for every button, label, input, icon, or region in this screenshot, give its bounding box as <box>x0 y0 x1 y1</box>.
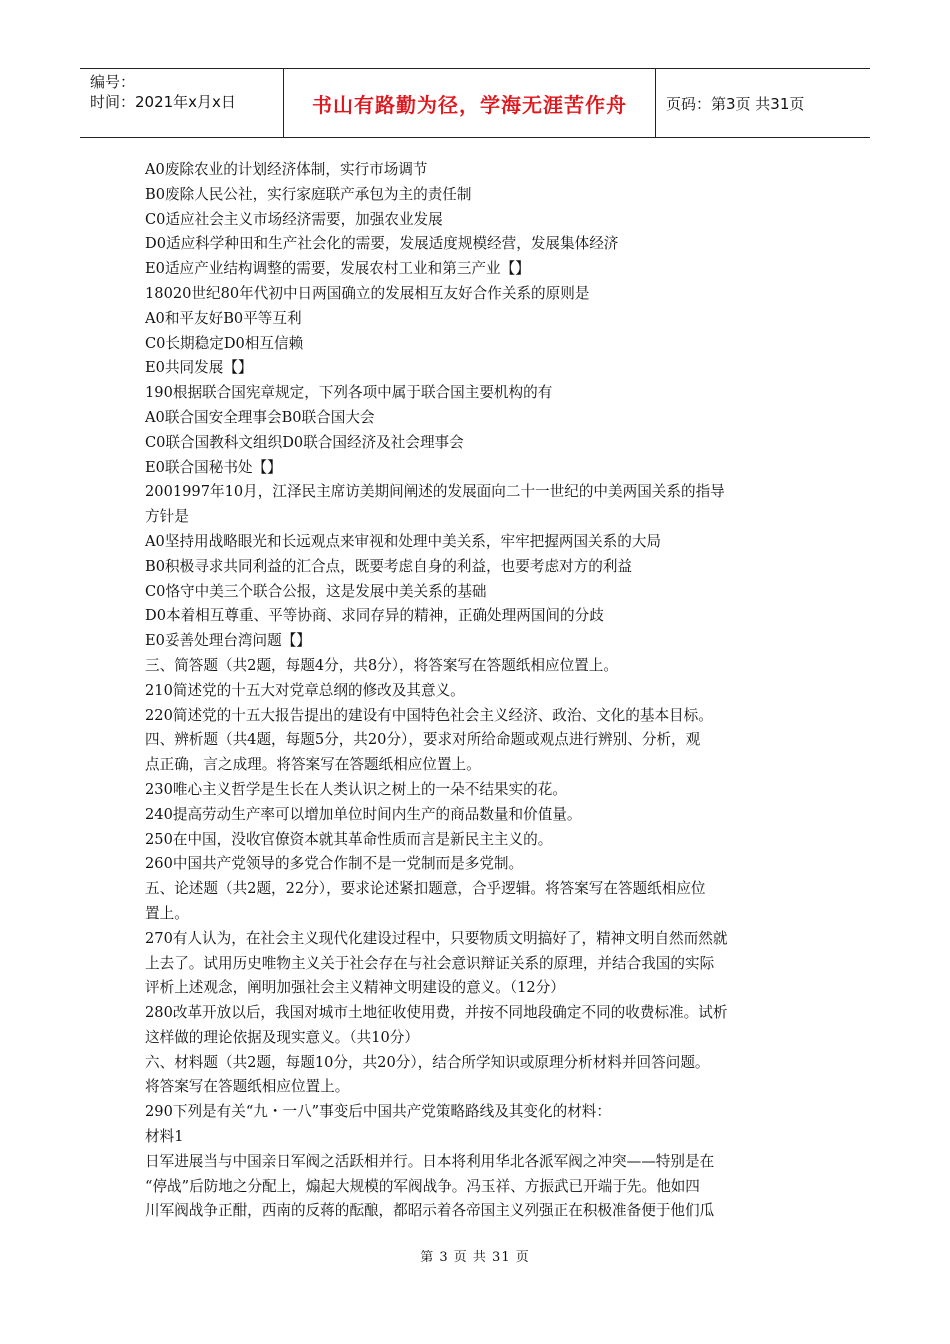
text-line: B0废除人民公社，实行家庭联产承包为主的责任制 <box>145 185 472 203</box>
text-line: 260中国共产党领导的多党合作制不是一党制而是多党制。 <box>145 855 524 873</box>
document-body <box>145 158 825 1224</box>
text-line: 点正确，言之成理。将答案写在答题纸相应位置上。 <box>145 756 481 774</box>
text-line: C0恪守中美三个联合公报，这是发展中美关系的基础 <box>145 582 487 600</box>
text-line: 2001997年10月，江泽民主席访美期间阐述的发展面向二十一世纪的中美两国关系的指导 <box>145 483 725 501</box>
text-line: 上去了。试用历史唯物主义关于社会存在与社会意识辩证关系的原理，并结合我国的实际 <box>145 954 715 972</box>
text-line: 230唯心主义哲学是生长在人类认识之树上的一朵不结果实的花。 <box>145 780 567 798</box>
text-line: 将答案写在答题纸相应位置上。 <box>145 1078 350 1096</box>
text-line: D0本着相互尊重、平等协商、求同存异的精神，正确处理两国间的分歧 <box>145 607 604 625</box>
text-line: 川军阀战争正酣，西南的反蒋的酝酿，都昭示着各帝国主义列强正在积极准备便于他们瓜 <box>145 1202 715 1220</box>
text-line: C0联合国教科文组织D0联合国经济及社会理事会 <box>145 433 464 451</box>
text-line: “停战”后防地之分配上，煽起大规模的军阀战争。冯玉祥、方振武已开端于先。他如四 <box>145 1177 700 1195</box>
text-line: E0妥善处理台湾问题【】 <box>145 632 311 650</box>
text-line: 280改革开放以后，我国对城市土地征收使用费，并按不同地段确定不同的收费标准。试析 <box>145 1004 728 1022</box>
text-line: 240提高劳动生产率可以增加单位时间内生产的商品数量和价值量。 <box>145 805 582 823</box>
text-line: 这样做的理论依据及现实意义。（共10分） <box>145 1028 419 1046</box>
page-footer: 第 3 页 共 31 页 <box>420 1250 530 1265</box>
text-line: 210简述党的十五大对党章总纲的修改及其意义。 <box>145 681 465 699</box>
header-page-info: 页码：第3页 共31页 <box>666 94 805 113</box>
text-line: A0坚持用战略眼光和长远观点来审视和处理中美关系，牢牢把握两国关系的大局 <box>145 532 662 550</box>
text-line: 四、辨析题（共4题，每题5分，共20分），要求对所给命题或观点进行辨别、分析，观 <box>145 731 701 749</box>
text-line: 250在中国，没收官僚资本就其革命性质而言是新民主主义的。 <box>145 830 553 848</box>
text-line: E0联合国秘书处【】 <box>145 458 282 476</box>
text-line: 日军进展当与中国亲日军阀之活跃相并行。日本将利用华北各派军阀之冲突——特别是在 <box>145 1152 715 1170</box>
text-line: 五、论述题（共2题，22分），要求论述紧扣题意，合乎逻辑。将答案写在答题纸相应位 <box>145 880 706 898</box>
text-line: 18020世纪80年代初中日两国确立的发展相互友好合作关系的原则是 <box>145 284 590 302</box>
text-line: A0和平友好B0平等互利 <box>145 309 302 327</box>
text-line: 六、材料题（共2题，每题10分，共20分），结合所学知识或原理分析材料并回答问题。 <box>145 1053 710 1071</box>
serial-number-label: 编号： <box>90 73 136 91</box>
text-line: 290下列是有关“九・一八”事变后中国共产党策略路线及其变化的材料： <box>145 1103 611 1121</box>
text-line: 三、简答题（共2题，每题4分，共8分），将答案写在答题纸相应位置上。 <box>145 656 618 674</box>
text-line: 材料1 <box>145 1128 184 1146</box>
page-header <box>80 68 870 138</box>
header-motto: 书山有路勤为径，学海无涯苦作舟 <box>284 69 656 137</box>
text-line: C0长期稳定D0相互信赖 <box>145 334 304 352</box>
text-line: 方针是 <box>145 508 189 526</box>
text-line: C0适应社会主义市场经济需要，加强农业发展 <box>145 210 443 228</box>
header-meta <box>80 69 284 137</box>
text-line: 220简述党的十五大报告提出的建设有中国特色社会主义经济、政治、文化的基本目标。 <box>145 706 713 724</box>
text-line: B0积极寻求共同利益的汇合点，既要考虑自身的利益，也要考虑对方的利益 <box>145 557 633 575</box>
text-line: 置上。 <box>145 904 189 922</box>
text-line: 评析上述观念，阐明加强社会主义精神文明建设的意义。（12分） <box>145 979 565 997</box>
text-line: 190根据联合国宪章规定，下列各项中属于联合国主要机构的有 <box>145 384 553 402</box>
text-line: E0共同发展【】 <box>145 359 253 377</box>
text-line: A0联合国安全理事会B0联合国大会 <box>145 408 375 426</box>
text-line: D0适应科学种田和生产社会化的需要，发展适度规模经营，发展集体经济 <box>145 235 619 253</box>
text-line: 270有人认为，在社会主义现代化建设过程中，只要物质文明搞好了，精神文明自然而然就 <box>145 929 728 947</box>
text-line: E0适应产业结构调整的需要，发展农村工业和第三产业【】 <box>145 260 530 278</box>
text-line: A0废除农业的计划经济体制，实行市场调节 <box>145 161 428 178</box>
date-label: 时间：2021年x月x日 <box>90 93 236 111</box>
